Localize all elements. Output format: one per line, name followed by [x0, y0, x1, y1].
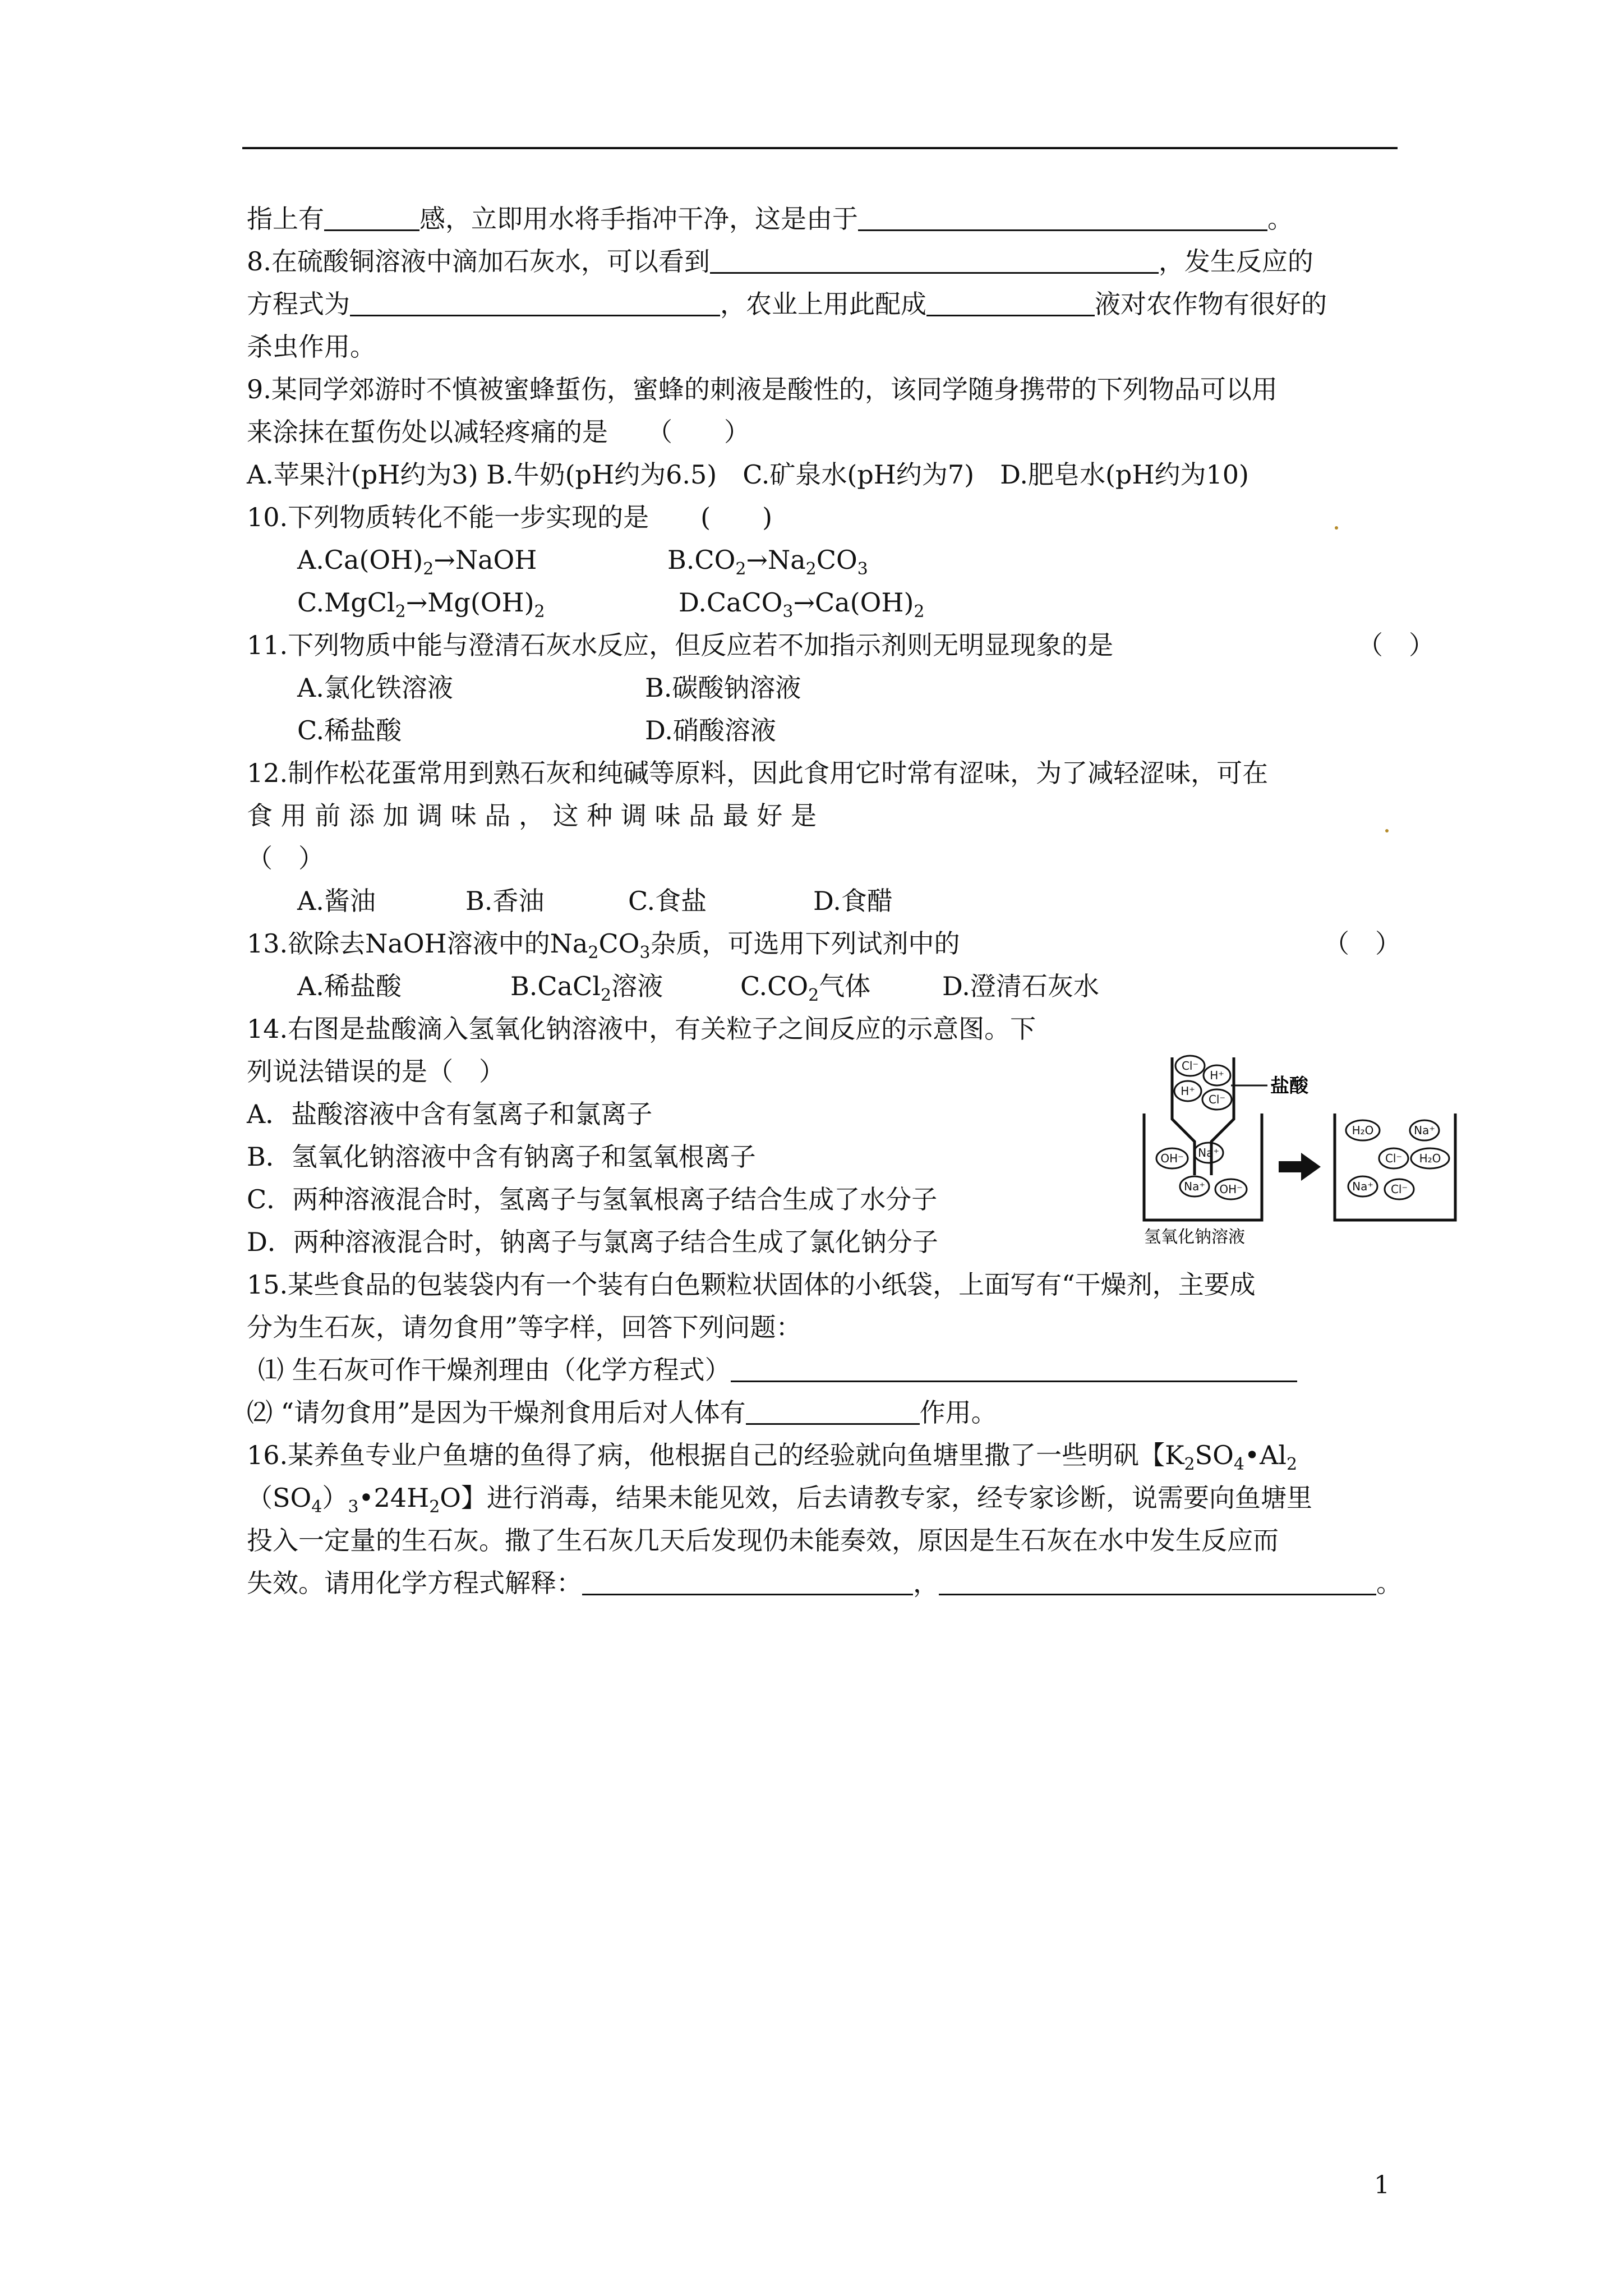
ion-label: Cl⁻ — [1385, 1152, 1403, 1165]
q15-sub-2: ⑵ “请勿食用”是因为干燥剂食用后对人体有 作用。 — [247, 1397, 997, 1428]
header-rule — [242, 147, 1398, 149]
q16-line-1: 16.某养鱼专业户鱼塘的鱼得了病，他根据自己的经验就向鱼塘里撒了一些明矾【$K_2SO_4•Al_2$ — [247, 1440, 1298, 1475]
reaction-diagram — [1138, 1035, 1469, 1248]
q14-option-a: A．盐酸溶液中含有氢离子和氯离子 — [247, 1099, 653, 1129]
blank[interactable] — [926, 290, 1095, 316]
q10-option-a: $A.Ca(OH)_2\to NaOH$ — [297, 545, 537, 579]
q11-option-b: B.碳酸钠溶液 — [645, 673, 801, 703]
blank[interactable] — [324, 205, 419, 231]
blank[interactable] — [858, 205, 1267, 231]
ion-label: OH⁻ — [1219, 1182, 1243, 1196]
q10-option-b: $B.CO_2\to Na_2CO_3$ — [667, 545, 868, 579]
q10-option-c: $C.MgCl_2\to Mg(OH)_2$ — [297, 587, 545, 622]
q13-option-b: B.CaCl$_2$溶液 — [510, 971, 663, 1006]
q13-answer-paren: （ ） — [1324, 928, 1401, 959]
q12-answer-paren: （ ） — [247, 843, 324, 873]
q15-sub-1: ⑴ 生石灰可作干燥剂理由（化学方程式） — [258, 1353, 1297, 1387]
ion-label: Cl⁻ — [1208, 1093, 1226, 1106]
q9-line-2: 来涂抹在蜇伤处以减轻疼痛的是 （ ） — [247, 417, 750, 447]
q15-line-2: 分为生石灰，请勿食用”等字样，回答下列问题： — [247, 1312, 802, 1342]
q14-line-1: 14.右图是盐酸滴入氢氧化钠溶液中，有关粒子之间反应的示意图。下 — [247, 1014, 1036, 1044]
q12-line-2: 食 用 前 添 加 调 味 品 ， 这 种 调 味 品 最 好 是 — [247, 800, 817, 831]
q13-stem: 13.欲除去NaOH溶液中的$Na_2CO_3$杂质，可选用下列试剂中的 — [247, 928, 960, 963]
q11-stem: 11.下列物质中能与澄清石灰水反应，但反应若不加指示剂则无明显现象的是 — [247, 630, 1114, 660]
ion-label: H₂O — [1419, 1152, 1441, 1165]
ion-label: H⁺ — [1181, 1084, 1195, 1098]
acid-label: 盐酸 — [1270, 1075, 1308, 1097]
q9-options: A.苹果汁(pH约为3) B.牛奶(pH约为6.5) C.矿泉水(pH约为7) D.肥皂水(pH约为10) — [247, 459, 1249, 490]
ion-label: Na⁺ — [1414, 1124, 1435, 1137]
q8-line-1: 8.在硫酸铜溶液中滴加石灰水，可以看到 ，发生反应的 — [247, 246, 1313, 277]
ion-label: Cl⁻ — [1390, 1182, 1408, 1196]
q13-option-c: $C.CO_2$气体 — [740, 971, 871, 1006]
q11-option-d: D.硝酸溶液 — [645, 715, 776, 746]
blank[interactable] — [350, 290, 720, 316]
q14-option-b: B．氢氧化钠溶液中含有钠离子和氢氧根离子 — [247, 1142, 756, 1172]
blank[interactable] — [746, 1398, 920, 1425]
stray-mark — [1385, 829, 1389, 832]
q11-answer-paren: （ ） — [1357, 630, 1435, 660]
ion-label: Na⁺ — [1198, 1146, 1219, 1159]
arrow-icon — [1279, 1153, 1321, 1181]
q12-option-a: A.酱油 — [297, 886, 376, 916]
q9-line-1: 9.某同学郊游时不慎被蜜蜂蜇伤，蜜蜂的刺液是酸性的，该同学随身携带的下列物品可以用 — [247, 374, 1278, 404]
q8-line-3: 杀虫作用。 — [247, 332, 376, 362]
q16-line-2: $(SO_4)_3•24H_2O$】进行消毒，结果未能见效，后去请教专家，经专家诊断，说需要向鱼塘里 — [247, 1483, 1313, 1517]
blank[interactable] — [582, 1569, 913, 1595]
q11-option-a: A.氯化铁溶液 — [297, 673, 453, 703]
q12-line-1: 12.制作松花蛋常用到熟石灰和纯碱等原料，因此食用它时常有涩味，为了减轻涩味，可在 — [247, 758, 1269, 788]
q7-tail-line: 指上有 感，立即用水将手指冲干净，这是由于 。 — [247, 204, 1293, 234]
q14-line-2: 列说法错误的是（ ） — [247, 1056, 505, 1087]
q11-option-c: C.稀盐酸 — [297, 715, 402, 746]
q14-option-c: C．两种溶液混合时，氢离子与氢氧根离子结合生成了水分子 — [247, 1184, 938, 1214]
blank[interactable] — [710, 247, 1159, 274]
q12-option-d: D.食醋 — [813, 886, 893, 916]
q8-line-2: 方程式为 ，农业上用此配成 液对农作物有很好的 — [247, 289, 1327, 319]
base-label: 氢氧化钠溶液 — [1144, 1227, 1245, 1247]
q12-option-b: B.香油 — [465, 886, 545, 916]
q10-stem: 10.下列物质转化不能一步实现的是 ( ) — [247, 502, 773, 532]
q16-line-3: 投入一定量的生石灰。撒了生石灰几天后发现仍未能奏效，原因是生石灰在水中发生反应而 — [247, 1525, 1279, 1556]
q16-line-4: 失效。请用化学方程式解释： ， 。 — [247, 1568, 1402, 1598]
ion-label: Na⁺ — [1184, 1180, 1205, 1193]
q13-option-a: A.稀盐酸 — [297, 971, 402, 1001]
q10-option-d: $D.CaCO_3\to Ca(OH)_2$ — [679, 587, 925, 622]
q14-option-d: D．两种溶液混合时，钠离子与氯离子结合生成了氯化钠分子 — [247, 1227, 938, 1257]
q15-line-1: 15.某些食品的包装袋内有一个装有白色颗粒状固体的小纸袋，上面写有“干燥剂，主要成 — [247, 1269, 1256, 1300]
ion-label: H⁺ — [1210, 1069, 1224, 1082]
ion-label: Cl⁻ — [1181, 1059, 1199, 1073]
q13-option-d: D.澄清石灰水 — [942, 971, 1099, 1001]
ion-label: OH⁻ — [1160, 1152, 1184, 1165]
q12-option-c: C.食盐 — [628, 886, 707, 916]
ion-label: H₂O — [1352, 1124, 1374, 1137]
page-number: 1 — [1374, 2171, 1390, 2200]
ion-label: Na⁺ — [1352, 1180, 1373, 1193]
blank[interactable] — [731, 1356, 1297, 1382]
blank[interactable] — [939, 1569, 1376, 1595]
stray-mark — [1335, 526, 1338, 530]
